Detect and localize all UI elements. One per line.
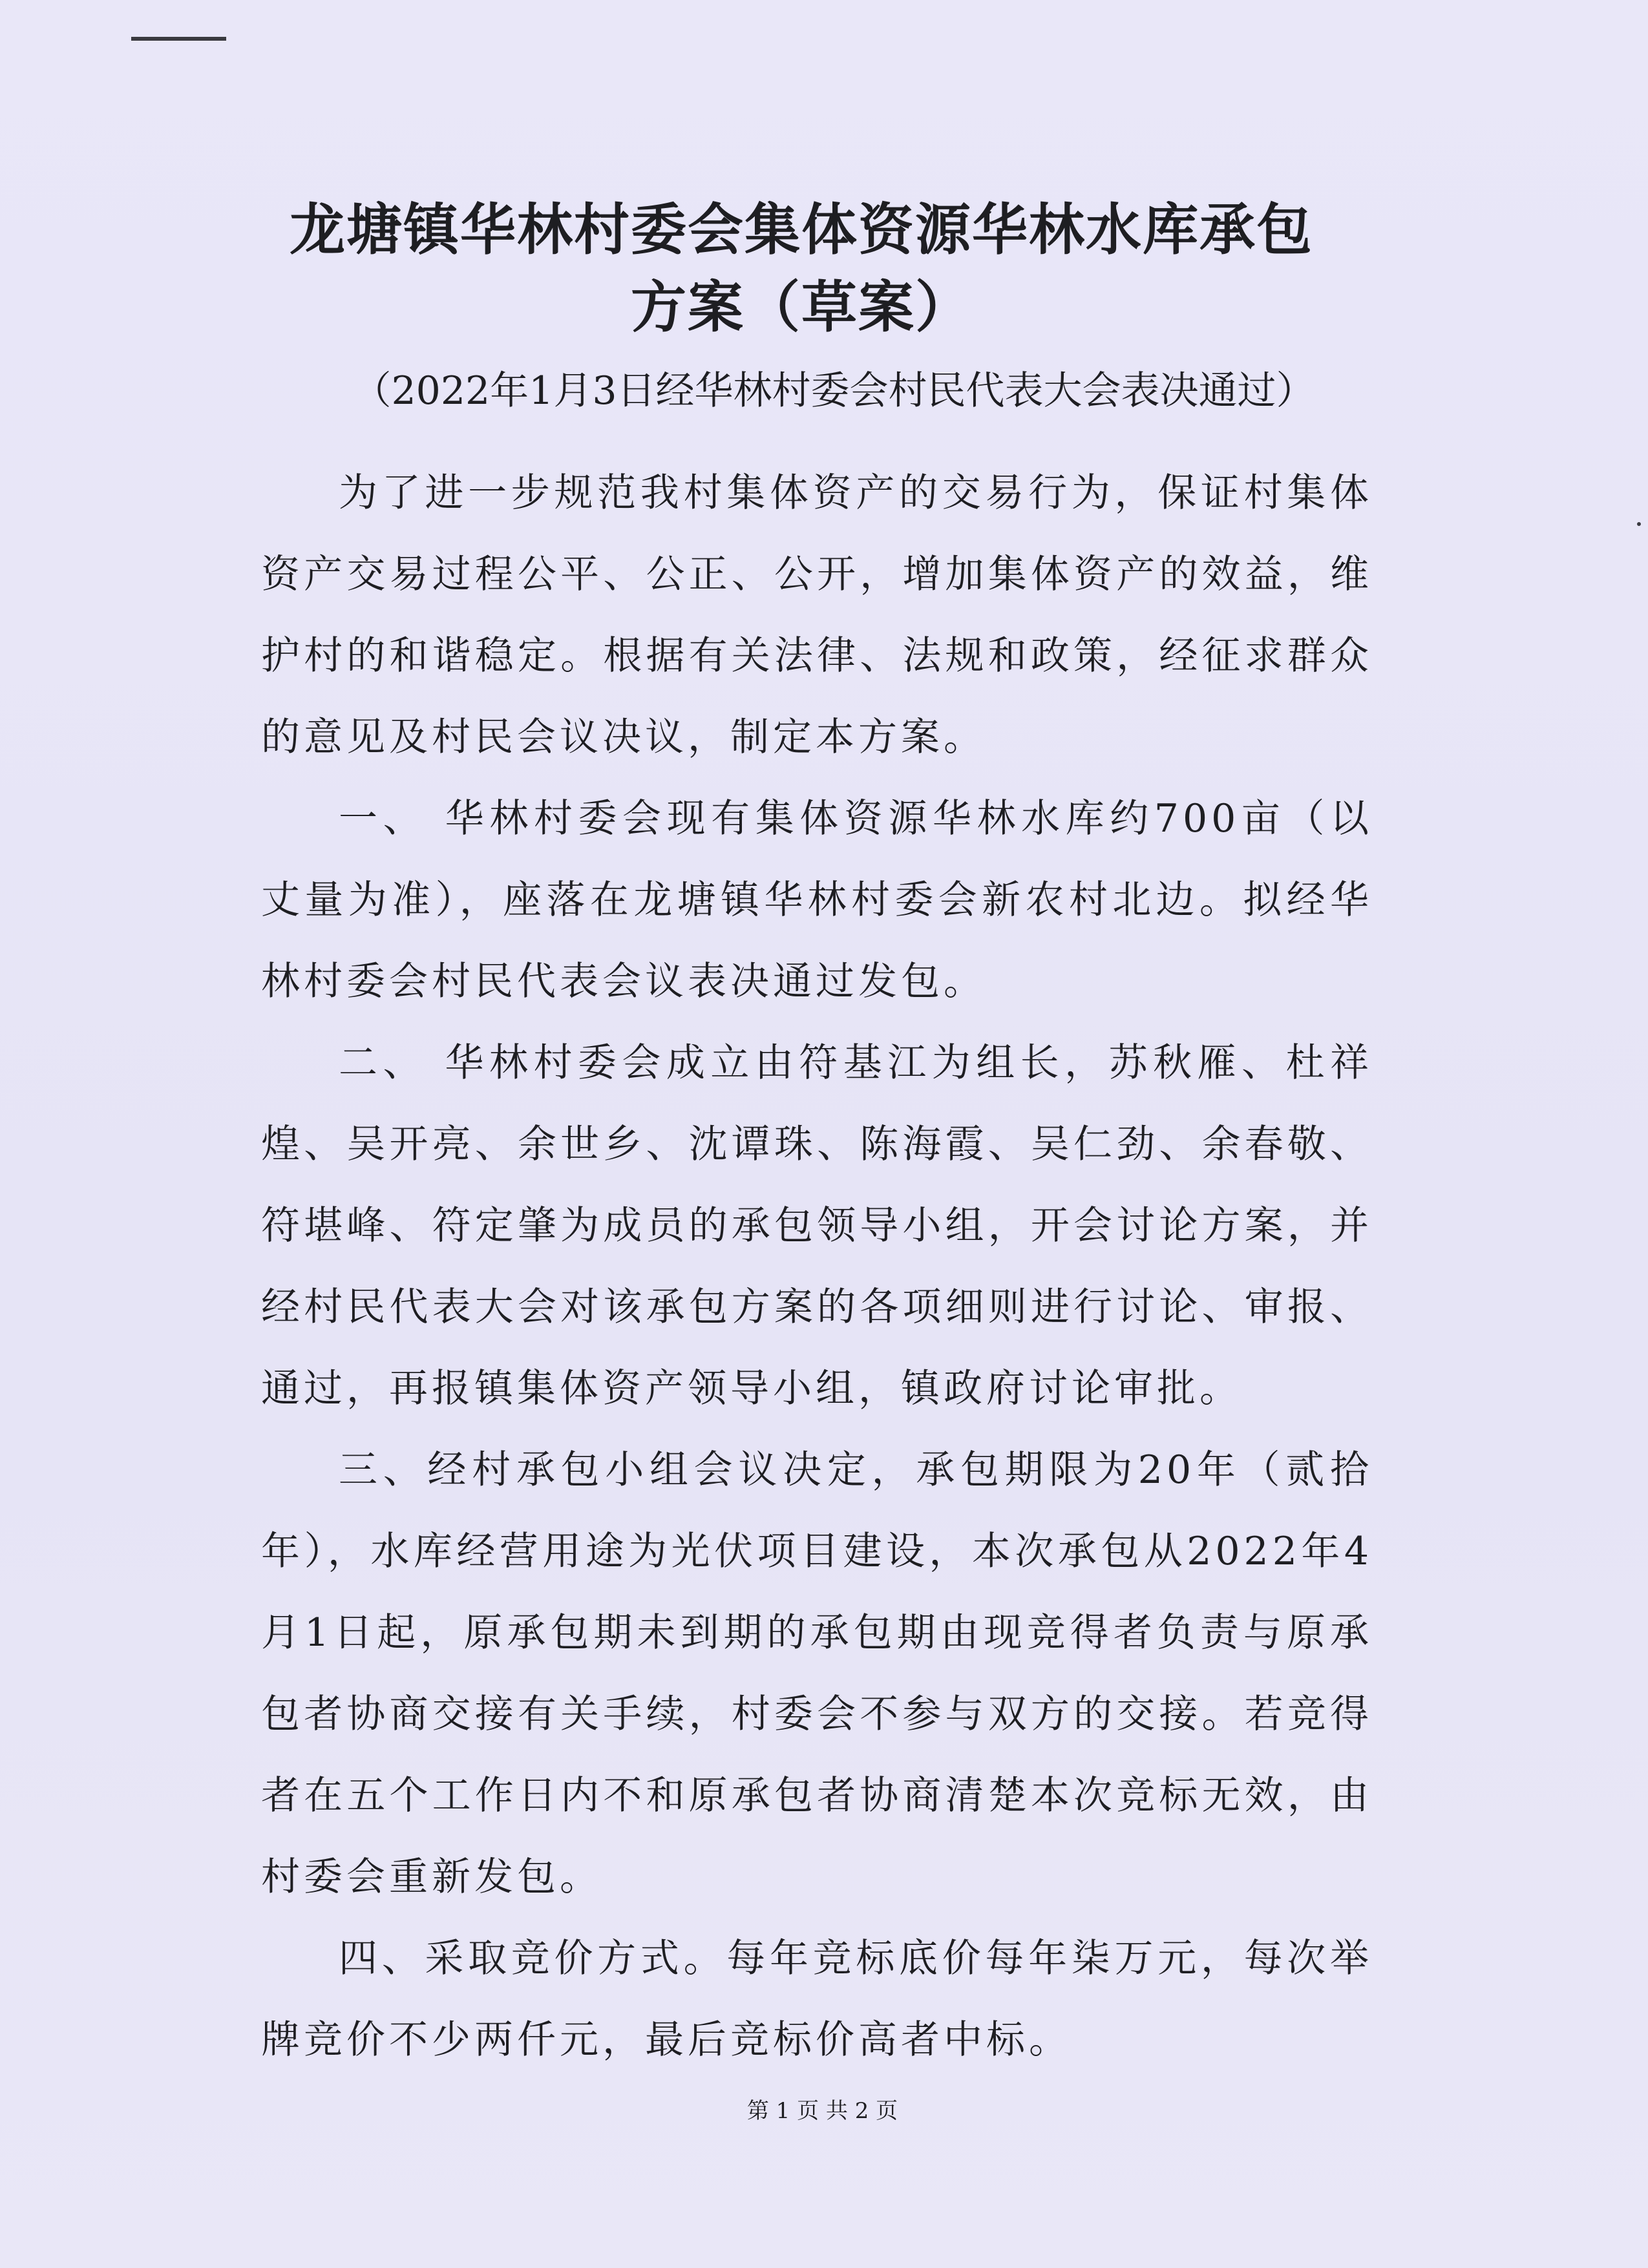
document-title-line-2: 方案（草案）	[631, 275, 972, 340]
paragraph-section-4: 四、采取竞价方式。每年竞标底价每年柒万元，每次举牌竞价不少两仟元，最后竞标价高者中标。	[261, 1936, 1373, 2063]
paragraph-section-3: 三、经村承包小组会议决定，承包期限为20年（贰拾年），水库经营用途为光伏项目建设，本次承包从2022年4月1日起，原承包期未到期的承包期由现竞得者负责与原承包者协商交接有关手续，村委会不参与双方的交接。若竞得者在五个工作日内不和原承包者协商清楚本次竞标无效，由村委会重新发包。	[261, 1447, 1373, 1900]
document-body	[261, 452, 1373, 2081]
corner-mark	[131, 37, 226, 41]
document-title-line-1: 龙塘镇华林村委会集体资源华林水库承包	[290, 197, 1313, 262]
edge-dot	[1637, 522, 1641, 526]
paragraph-section-2: 二、 华林村委会成立由符基江为组长，苏秋雁、杜祥煌、吴开亮、余世乡、沈谭珠、陈海霞、吴仁劲、余春敬、符堪峰、符定肇为成员的承包领导小组，开会讨论方案，并经村民代表大会对该承包方案的各项细则进行讨论、审报、通过，再报镇集体资产领导小组，镇政府讨论审批。	[261, 1040, 1373, 1411]
page-number-footer: 第 1 页 共 2 页	[746, 2098, 898, 2124]
paragraph-section-1: 一、 华林村委会现有集体资源华林水库约700亩（以丈量为准），座落在龙塘镇华林村委会新农村北边。拟经华林村委会村民代表会议表决通过发包。	[261, 796, 1373, 1004]
document-subtitle: （2022年1月3日经华林村委会村民代表大会表决通过）	[352, 368, 1315, 414]
paragraph-intro: 为了进一步规范我村集体资产的交易行为，保证村集体资产交易过程公平、公正、公开，增加集体资产的效益，维护村的和谐稳定。根据有关法律、法规和政策，经征求群众的意见及村民会议决议，制定本方案。	[261, 470, 1373, 760]
